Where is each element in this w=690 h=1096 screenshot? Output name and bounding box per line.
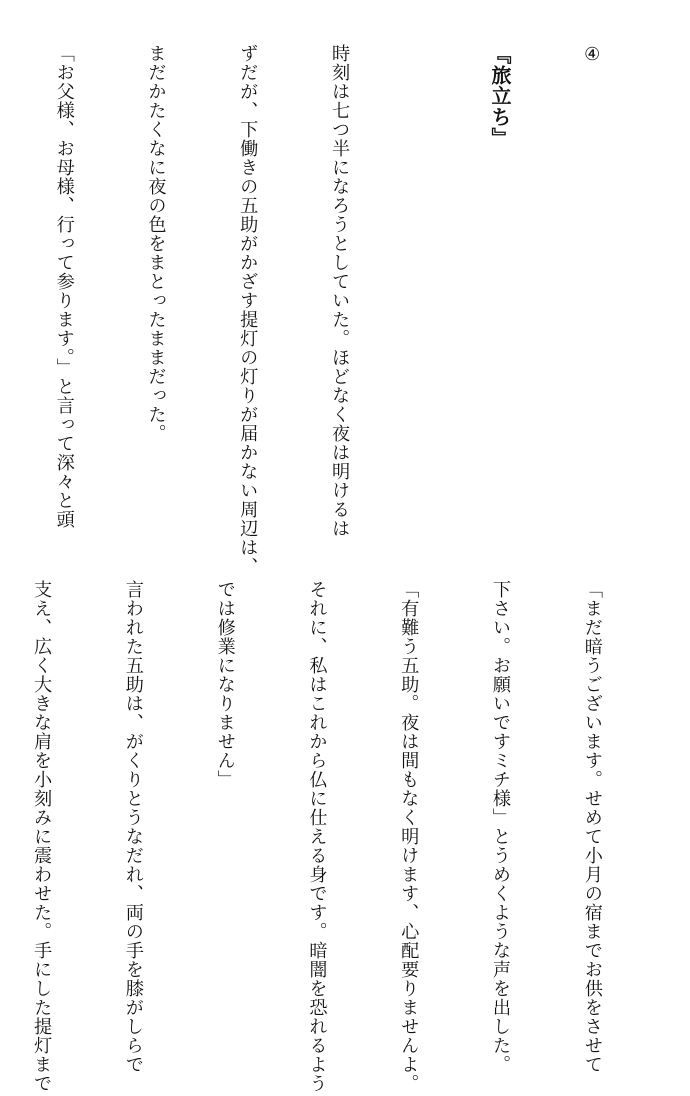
text-line: 「まだ暗うございます。せめて小月の宿までお供をさせて (581, 580, 603, 1074)
lower-text-block (0, 580, 668, 1093)
text-line: 時刻は七つ半になろうとしていた。ほどなく夜は明けるは (329, 44, 351, 538)
text-line: それに、私はこれから仏に仕える身です。暗闇を恐れるよう (306, 580, 328, 1093)
chapter-number: ④ (581, 44, 603, 66)
text-line: 下さい。お願いですミチ様」とうめくような声を出した。 (490, 580, 512, 1074)
text-line: 言われた五助は、がくりとうなだれ、両の手を膝がしらで (122, 580, 144, 1074)
text-line: まだかたくなに夜の色をまとったままだった。 (145, 44, 167, 443)
upper-text-block (0, 44, 668, 576)
text-line: 支え、広く大きな肩を小刻みに震わせた。手にした提灯まで (31, 580, 53, 1093)
text-line: 「お父様、お母様、行って参ります。」と言って深々と頭 (53, 44, 75, 529)
title-gap (415, 44, 423, 544)
text-line: では修業になりません」 (214, 580, 236, 789)
text-line: ずだが、下働きの五助がかざす提灯の灯りが届かない周辺は、 (237, 44, 259, 576)
text-line: 「有難う五助。夜は間もなく明けます、心配要りませんよ。 (398, 580, 420, 1093)
chapter-title: 『旅立ち』 (488, 44, 513, 148)
